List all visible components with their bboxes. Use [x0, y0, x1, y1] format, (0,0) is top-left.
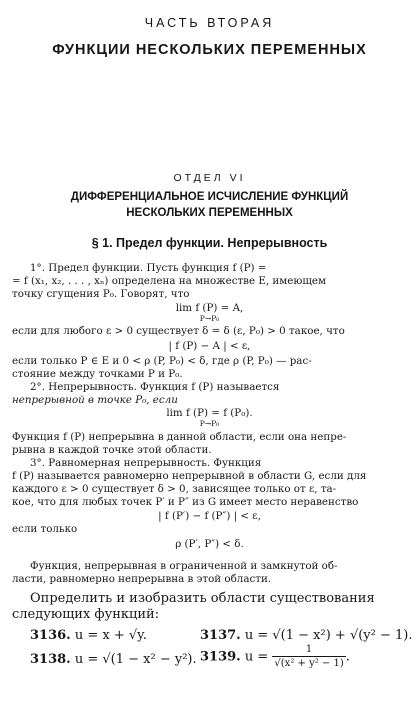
- p1-inequality: | f (P) − A | < ε,: [168, 340, 251, 352]
- problem-expression: u = √(1 − x² − y²).: [74, 652, 197, 667]
- task-line-2: следующих функций:: [12, 607, 160, 622]
- problem-expression: u = √(1 − x²) + √(y² − 1).: [244, 628, 413, 643]
- p1-line-1: 1°. Предел функции. Пусть функция f (P) =: [30, 262, 267, 274]
- p3-line-3: каждого ε > 0 существует δ > 0, зависящее только от ε, та-: [12, 483, 337, 495]
- problem-number: 3136.: [30, 628, 71, 643]
- p2-line-1: 2°. Непрерывность. Функция f (P) называется: [30, 381, 280, 393]
- p3-inequality: | f (P′) − f (P″) | < ε,: [158, 510, 261, 522]
- problem-number: 3139.: [200, 649, 241, 665]
- fraction-denominator: √(x² + y² − 1): [274, 658, 344, 669]
- problem-expression-tail: .: [345, 649, 350, 665]
- p2-limit-sub: P→P₀: [199, 419, 220, 428]
- p1-line-2: = f (x₁, x₂, . . . , xₙ) определена на множестве E, имеющем: [12, 275, 326, 287]
- part-title: ФУНКЦИИ НЕСКОЛЬКИХ ПЕРЕМЕННЫХ: [52, 42, 367, 58]
- p1-line-6: стояние между точками P и P₀.: [12, 368, 183, 380]
- p4-line-2: ласти, равномерно непрерывна в этой области.: [12, 573, 272, 585]
- problem-expression: u = x + √y.: [74, 628, 147, 643]
- p1-limit-sub: P→P₀: [199, 314, 220, 323]
- task-line-1: Определить и изобразить области существования: [30, 591, 375, 606]
- problem-3137: [200, 628, 413, 644]
- department-title-line-2: НЕСКОЛЬКИХ ПЕРЕМЕННЫХ: [126, 207, 293, 219]
- problem-3136: [30, 628, 147, 644]
- p2-limit-expr: lim f (P) = f (P₀).: [166, 407, 253, 419]
- p1-limit-expr: lim f (P) = A,: [175, 302, 244, 314]
- section-title: § 1. Предел функции. Непрерывность: [91, 236, 328, 250]
- p3-line-1: 3°. Равномерная непрерывность. Функция: [30, 457, 262, 469]
- problem-expression-left: u =: [244, 649, 269, 665]
- problem-3139: [200, 644, 350, 670]
- p2-line-2: непрерывной в точке P₀, если: [12, 394, 178, 406]
- p1-line-3: точку сгущения P₀. Говорят, что: [12, 288, 190, 300]
- fraction: [272, 644, 345, 670]
- fraction-numerator: 1: [305, 644, 313, 655]
- problem-number: 3138.: [30, 652, 71, 667]
- problem-3138: [30, 652, 197, 668]
- p3-rho: ρ (P′, P″) < δ.: [175, 538, 244, 550]
- p2-limit: [0, 407, 419, 428]
- department-title-line-1: ДИФФЕРЕНЦИАЛЬНОЕ ИСЧИСЛЕНИЕ ФУНКЦИЙ: [70, 191, 349, 203]
- p1-line-4: если для любого ε > 0 существует δ = δ (ε, P₀) > 0 такое, что: [12, 325, 345, 337]
- problem-number: 3137.: [200, 628, 241, 643]
- p2-line-4: рывна в каждой точке этой области.: [12, 444, 212, 456]
- p1-limit: [0, 302, 419, 323]
- p4-line-1: Функция, непрерывная в ограниченной и замкнутой об-: [30, 560, 338, 572]
- p3-line-4: кое, что для любых точек P′ и P″ из G имеет место неравенство: [12, 496, 359, 508]
- p3-line-2: f (P) называется равномерно непрерывной в области G, если для: [12, 470, 367, 482]
- p2-line-3: Функция f (P) непрерывна в данной области, если она непре-: [12, 431, 347, 443]
- department-label: ОТДЕЛ VI: [173, 172, 246, 184]
- p3-line-5: если только: [12, 523, 78, 535]
- part-label: ЧАСТЬ ВТОРАЯ: [144, 16, 275, 30]
- p1-line-5: если только P ∈ E и 0 < ρ (P, P₀) < δ, где ρ (P, P₀) — рас-: [12, 355, 312, 367]
